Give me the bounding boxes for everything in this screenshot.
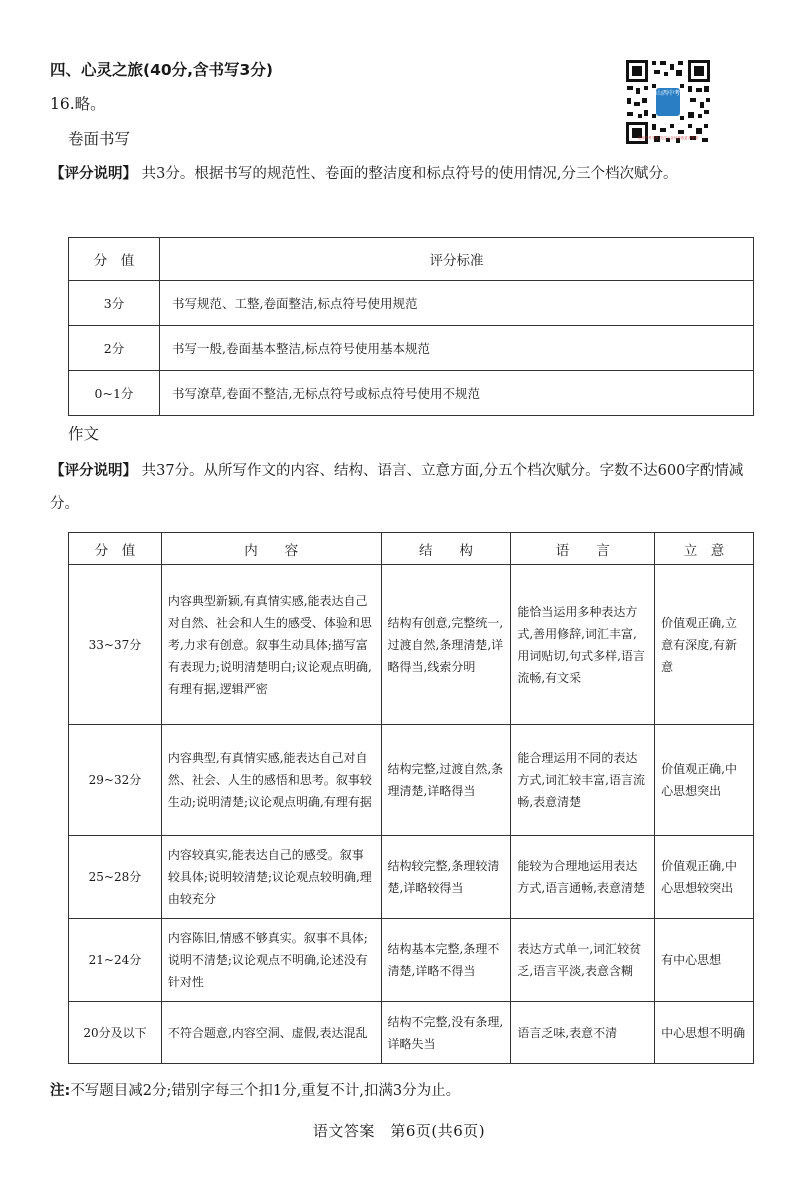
- content-cell: 内容典型,有真情实感,能表达自己对自然、社会、人生的感悟和思考。叙事较生动;说明清楚;议论观点明确,有理有据: [161, 725, 381, 836]
- theme-cell: 有中心思想: [655, 919, 754, 1002]
- language-cell: 能恰当运用多种表达方式,善用修辞,词汇丰富,用词贴切,句式多样,语言流畅,有文采: [511, 565, 655, 725]
- criteria-cell: 书写一般,卷面基本整洁,标点符号使用基本规范: [160, 326, 754, 371]
- language-cell: 表达方式单一,词汇较贫乏,语言平淡,表意含糊: [511, 919, 655, 1002]
- score-cell: 29~32分: [69, 725, 162, 836]
- criteria-cell: 书写规范、工整,卷面整洁,标点符号使用规范: [160, 281, 754, 326]
- header-score: 分 值: [69, 238, 160, 281]
- essay-score-table: [68, 532, 754, 1064]
- explain-tag: 【评分说明】: [50, 463, 137, 479]
- score-cell: 0~1分: [69, 371, 160, 416]
- content-cell: 内容陈旧,情感不够真实。叙事不具体;说明不清楚;议论观点不明确,论述没有针对性: [161, 919, 381, 1002]
- score-cell: 20分及以下: [69, 1002, 162, 1064]
- score-cell: 25~28分: [69, 836, 162, 919]
- content-cell: 内容较真实,能表达自己的感受。叙事较具体;说明较清楚;议论观点较明确,理由较充分: [161, 836, 381, 919]
- explain-text: 共37分。从所写作文的内容、结构、语言、立意方面,分五个档次赋分。字数不达600字酌情减分。: [50, 463, 744, 512]
- header-criteria: 评分标准: [160, 238, 754, 281]
- header-structure: 结 构: [381, 533, 511, 565]
- table-row: [69, 565, 754, 725]
- table-row: [69, 725, 754, 836]
- score-cell: 2分: [69, 326, 160, 371]
- criteria-cell: 书写潦草,卷面不整洁,无标点符号或标点符号使用不规范: [160, 371, 754, 416]
- score-cell: 33~37分: [69, 565, 162, 725]
- theme-cell: 中心思想不明确: [655, 1002, 754, 1064]
- score-cell: 21~24分: [69, 919, 162, 1002]
- table-row: [69, 281, 754, 326]
- handwriting-heading: 卷面书写: [68, 130, 131, 148]
- note-label: 注:: [50, 1083, 71, 1099]
- qr-code-icon: [624, 58, 712, 146]
- deduction-note: [50, 1079, 460, 1100]
- structure-cell: 结构不完整,没有条理,详略失当: [381, 1002, 511, 1064]
- language-cell: 能较为合理地运用表达方式,语言通畅,表意清楚: [511, 836, 655, 919]
- language-cell: 语言乏味,表意不清: [511, 1002, 655, 1064]
- qr-caption: 山西中考平台 关注公众号获取更多资讯: [637, 136, 699, 140]
- section-title: 四、心灵之旅(40分,含书写3分): [50, 61, 273, 79]
- header-score: 分 值: [69, 533, 162, 565]
- structure-cell: 结构较完整,条理较清楚,详略较得当: [381, 836, 511, 919]
- qr-badge-text: 山西中考: [656, 90, 681, 97]
- language-cell: 能合理运用不同的表达方式,词汇较丰富,语言流畅,表意清楚: [511, 725, 655, 836]
- table-row: [69, 836, 754, 919]
- structure-cell: 结构完整,过渡自然,条理清楚,详略得当: [381, 725, 511, 836]
- essay-explanation: [50, 455, 755, 521]
- handwriting-explanation: [50, 158, 755, 191]
- explain-tag: 【评分说明】: [50, 166, 137, 182]
- note-text: 不写题目减2分;错别字每三个扣1分,重复不计,扣满3分为止。: [70, 1083, 461, 1099]
- structure-cell: 结构基本完整,条理不清楚,详略不得当: [381, 919, 511, 1002]
- essay-heading: 作文: [68, 425, 100, 443]
- table-row: [69, 371, 754, 416]
- table-row: [69, 1002, 754, 1064]
- table-row: [69, 919, 754, 1002]
- table-row: [69, 326, 754, 371]
- header-theme: 立 意: [655, 533, 754, 565]
- header-content: 内 容: [161, 533, 381, 565]
- theme-cell: 价值观正确,立意有深度,有新意: [655, 565, 754, 725]
- explain-text: 共3分。根据书写的规范性、卷面的整洁度和标点符号的使用情况,分三个档次赋分。: [141, 166, 678, 182]
- theme-cell: 价值观正确,中心思想突出: [655, 725, 754, 836]
- content-cell: 内容典型新颖,有真情实感,能表达自己对自然、社会和人生的感受、体验和思考,力求有创意。叙事生动具体;描写富有表现力;说明清楚明白;议论观点明确,有理有据,逻辑严密: [161, 565, 381, 725]
- table-header-row: [69, 533, 754, 565]
- page-footer: 语文答案 第6页(共6页): [312, 1122, 486, 1140]
- structure-cell: 结构有创意,完整统一,过渡自然,条理清楚,详略得当,线索分明: [381, 565, 511, 725]
- question-16-answer: 16.略。: [50, 95, 106, 113]
- table-header-row: [69, 238, 754, 281]
- content-cell: 不符合题意,内容空洞、虚假,表达混乱: [161, 1002, 381, 1064]
- score-cell: 3分: [69, 281, 160, 326]
- handwriting-score-table: [68, 237, 754, 416]
- header-language: 语 言: [511, 533, 655, 565]
- theme-cell: 价值观正确,中心思想较突出: [655, 836, 754, 919]
